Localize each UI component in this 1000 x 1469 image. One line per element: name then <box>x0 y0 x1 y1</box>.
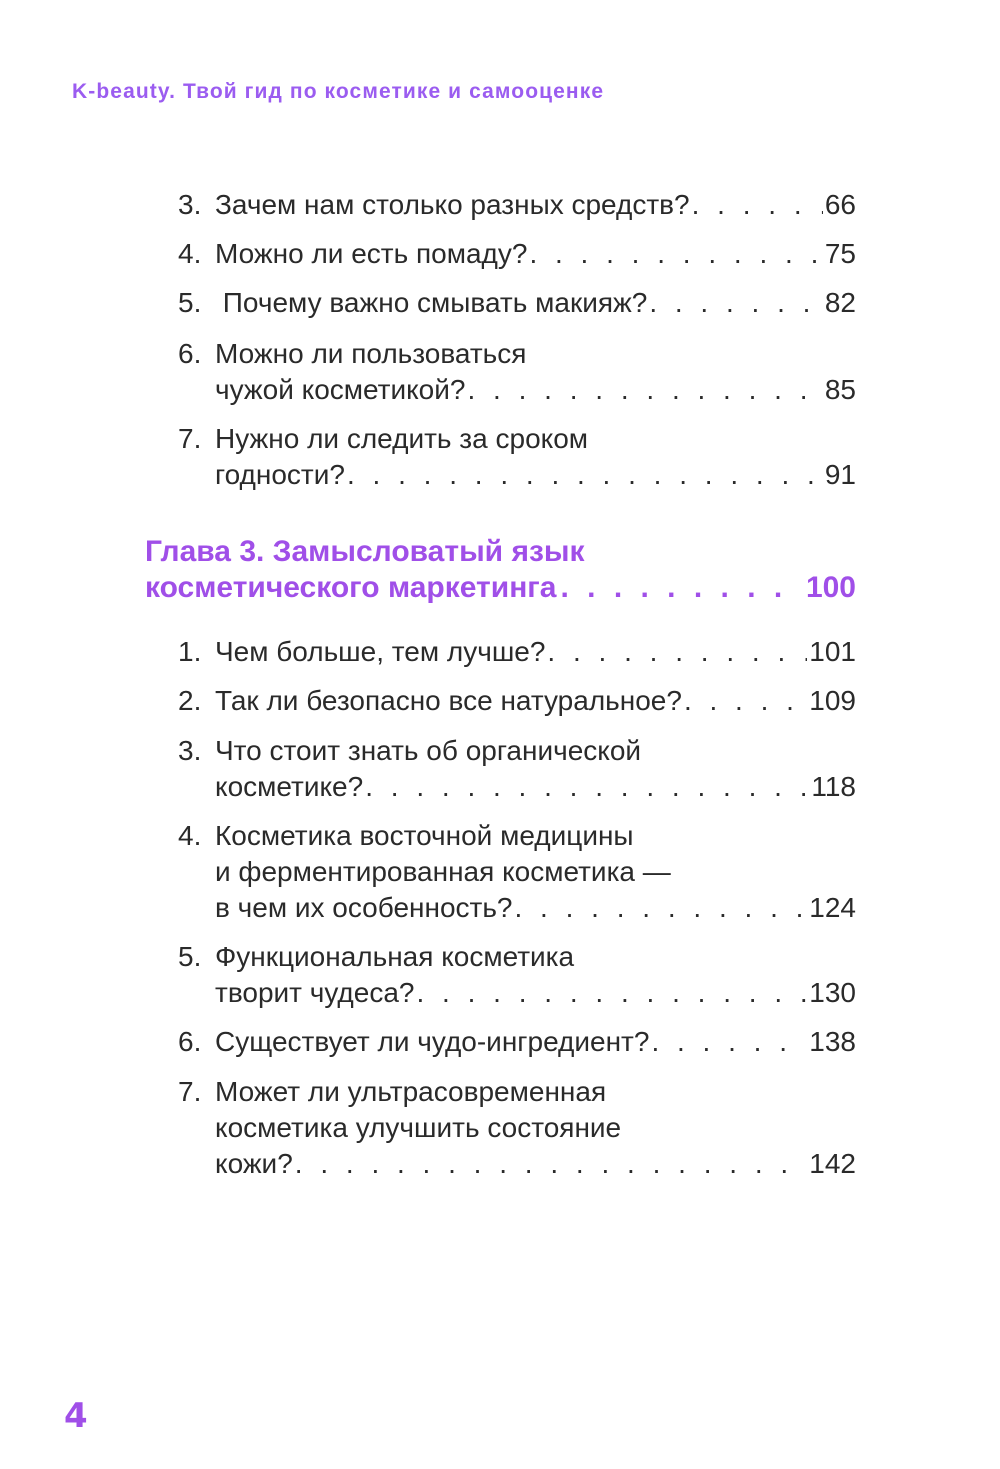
toc-entry-title: творит чудеса? <box>215 977 415 1008</box>
toc-page-number: 75 <box>824 238 856 269</box>
toc-entry-title: Нужно ли следить за сроком <box>215 423 589 454</box>
toc-page-number: 91 <box>824 459 856 490</box>
toc-entry-title: Существует ли чудо-ингредиент? <box>215 1026 650 1057</box>
toc-entry-number: 6. <box>178 1026 202 1057</box>
toc-page-number: 138 <box>809 1026 856 1057</box>
toc-entry-title: косметика улучшить состояние <box>215 1112 622 1143</box>
dot-leader <box>417 975 808 1011</box>
toc-entry-number: 2. <box>178 685 202 716</box>
dot-leader <box>467 372 822 408</box>
toc-entry-number: 4. <box>178 820 202 851</box>
toc-page-number: 66 <box>824 189 856 220</box>
dot-leader <box>347 457 823 493</box>
dot-leader <box>295 1146 808 1182</box>
dot-leader <box>365 769 809 805</box>
chapter-title-line: косметического маркетинга <box>145 571 557 604</box>
toc-entry-number: 5. <box>178 941 202 972</box>
dot-leader <box>547 634 807 670</box>
dot-leader <box>561 570 802 606</box>
running-header: K-beauty. Твой гид по косметике и самооценке <box>72 80 605 103</box>
toc-entry-title: Косметика восточной медицины <box>215 820 634 851</box>
page-number: 4 <box>64 1396 88 1436</box>
toc-entry-number: 1. <box>178 636 202 667</box>
toc-entry-title: Так ли безопасно все натуральное? <box>215 685 682 716</box>
toc-entry-title: годности? <box>215 459 345 490</box>
toc-entry-title: Чем больше, тем лучше? <box>215 636 546 667</box>
toc-page-number: 82 <box>824 287 856 318</box>
toc-entry-title: Можно ли пользоваться <box>215 338 527 369</box>
dot-leader <box>684 683 807 719</box>
chapter-title-line: Глава 3. Замысловатый язык <box>145 535 585 568</box>
toc-page-number: 142 <box>809 1148 856 1179</box>
toc-entry-title: чужой косметикой? <box>215 374 466 405</box>
toc-entry-number: 5. <box>178 287 202 318</box>
toc-entry-title: Почему важно смывать макияж? <box>215 287 648 318</box>
toc-entry-title: и ферментированная косметика — <box>215 856 671 887</box>
dot-leader <box>692 187 823 223</box>
toc-entry-number: 3. <box>178 189 202 220</box>
toc-entry-title: Что стоит знать об органической <box>215 735 642 766</box>
toc-entry-title: в чем их особенность? <box>215 892 513 923</box>
toc-entry-title: кожи? <box>215 1148 293 1179</box>
toc-page-number: 118 <box>811 771 856 802</box>
toc-entry-number: 7. <box>178 1076 202 1107</box>
toc-page-number: 130 <box>809 977 856 1008</box>
toc-entry-number: 7. <box>178 423 202 454</box>
toc-entry-number: 4. <box>178 238 202 269</box>
dot-leader <box>651 1024 807 1060</box>
dot-leader <box>529 236 822 272</box>
toc-entry-title: косметике? <box>215 771 364 802</box>
toc-entry-title: Можно ли есть помаду? <box>215 238 528 269</box>
toc-entry-title: Функциональная косметика <box>215 941 575 972</box>
toc-page-number: 124 <box>809 892 856 923</box>
toc-entry-title: Зачем нам столько разных средств? <box>215 189 690 220</box>
toc-entry-number: 3. <box>178 735 202 766</box>
toc-entry-title: Может ли ультрасовременная <box>215 1076 607 1107</box>
toc-entry-number: 6. <box>178 338 202 369</box>
dot-leader <box>515 890 808 926</box>
toc-page-number: 85 <box>824 374 856 405</box>
dot-leader <box>649 285 823 321</box>
chapter-page-number: 100 <box>805 571 856 604</box>
toc-page-number: 109 <box>809 685 856 716</box>
toc-page-number: 101 <box>809 636 856 667</box>
